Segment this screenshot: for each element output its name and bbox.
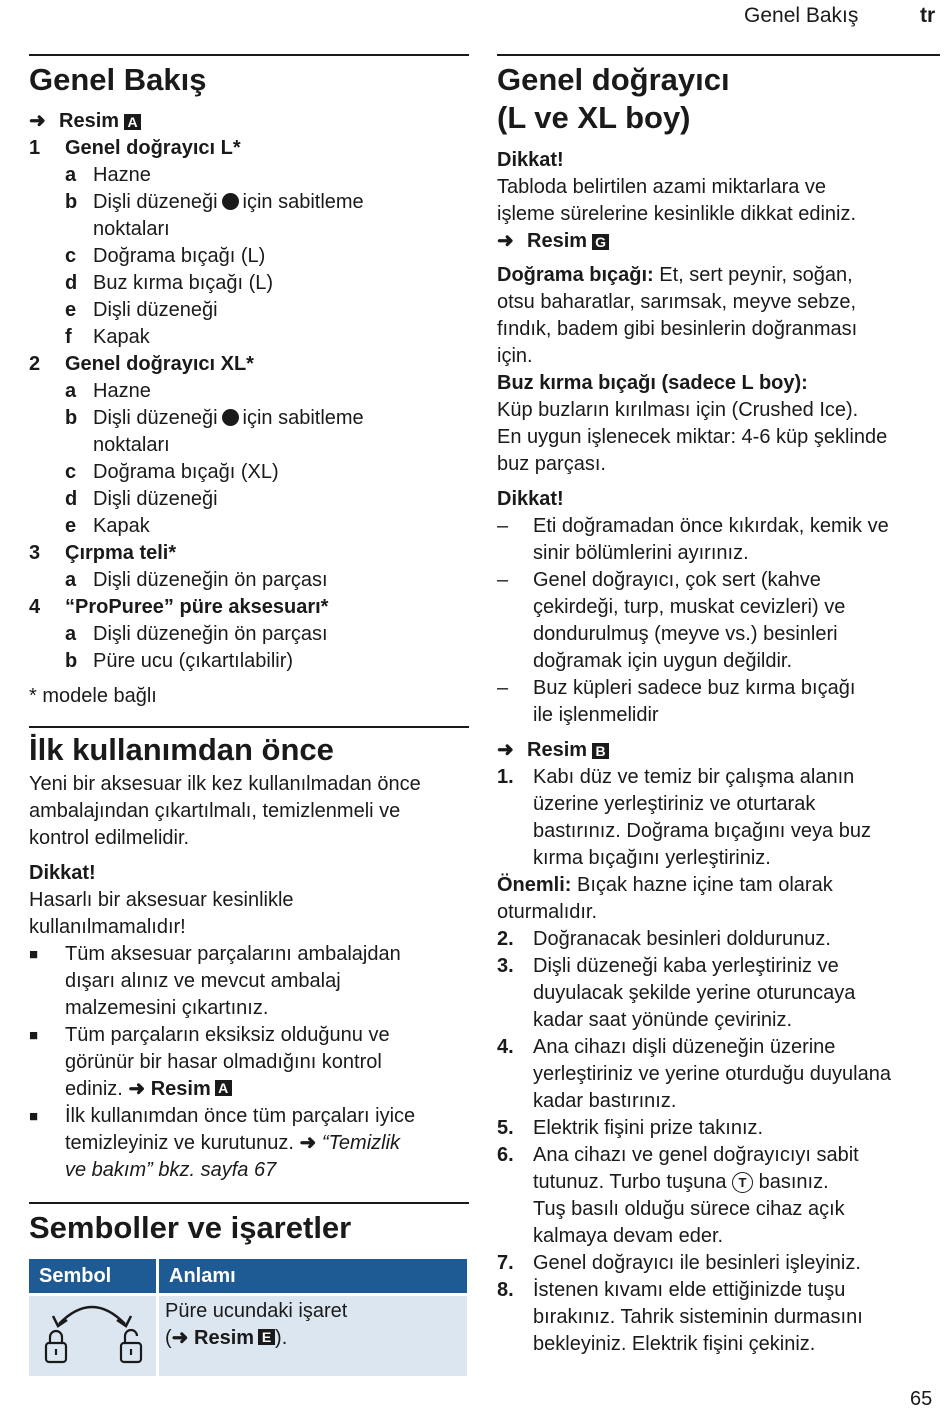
sub-item	[29, 621, 469, 648]
steps-list	[497, 926, 940, 1142]
table-header-row	[29, 1259, 469, 1295]
sub-item-letter: a	[65, 623, 77, 645]
sub-item	[29, 459, 469, 486]
sub-item-text: Dişli düzeneğin ön parçası	[93, 569, 328, 591]
cross-reference: “Temizlik	[321, 1132, 401, 1154]
column-header-meaning: Anlamı	[158, 1259, 469, 1295]
page-number: 65	[910, 1388, 933, 1410]
figure-letter-badge: E	[258, 1329, 275, 1345]
item-number: 4	[29, 596, 41, 618]
step-number: 7.	[497, 1252, 514, 1274]
list-item	[29, 135, 469, 162]
list-item	[497, 953, 940, 1034]
sub-item-text: Dişli düzeneğin ön parçası	[93, 623, 328, 645]
list-item	[497, 1115, 940, 1142]
sub-item-letter: e	[65, 299, 77, 321]
first-use-title: İlk kullanımdan önce	[29, 732, 334, 767]
figure-letter-badge: A	[124, 114, 141, 130]
section-rule	[497, 54, 940, 56]
arrow-right-icon: ➜	[128, 1078, 146, 1100]
item-number: 1	[29, 137, 41, 159]
item-title: Genel doğrayıcı L*	[65, 137, 241, 159]
section-rule	[29, 1202, 469, 1204]
item-title: Genel doğrayıcı XL*	[65, 353, 254, 375]
list-item: – Buz küpleri sadece buz kırma bıçağı ile işlenmelidir	[497, 677, 856, 726]
sub-item-letter: a	[65, 569, 77, 591]
sub-item	[29, 243, 469, 270]
chopper-title: Genel doğrayıcı	[497, 62, 730, 97]
sub-item	[29, 270, 469, 297]
arrow-right-icon: ➜	[497, 230, 514, 252]
sub-item-letter: d	[65, 488, 78, 510]
caution-text: kullanılmamalıdır!	[29, 916, 186, 938]
symbols-table	[29, 1259, 470, 1376]
footnote: * modele bağlı	[29, 685, 157, 707]
right-column: Genel doğrayıcı (L ve XL boy) Dikkat! Tabloda belirtilen azami miktarlara ve işleme sürelerine kesinlikle dikkat ediniz. ➜ Resim G Doğrama bıçağı: Et, sert peynir, soğan, otsu baharatlar, sarımsak, meyve sebze, fındık, badem gibi besinlerin doğranması için. Buz kırma bıçağı (sadece L boy): Küp buzların kırılması için (Crushed Ice). En uygun işlenecek miktar: 4-6 küp şeklinde buz parçası. Dikkat! – Eti doğramadan önce kıkırdak, kemik ve sinir bölümlerini ayırınız. – Genel doğrayıcı, çok sert (kahve çekirdeği, turp, muskat cevizleri) ve dondurulmuş (meyve vs.) besinleri doğramak için uygun değildir. – Buz küpleri sadece buz kırma bıçağı ile işlenmelidir ➜ Resim B 1. Kabı düz ve temiz bir çalışma alanın üzerine yerleştiriniz ve oturtarak bastırınız. Doğrama bıçağını veya buz kırma bıçağını yerleştiriniz. Önemli: Bıçak hazne içine tam olarak oturmalıdır. 2. Doğranacak besinleri doldurunuz. 3. Dişli düzeneği kaba yerleştiriniz ve duyulacak şekilde yerine oturuncaya kadar saat yönünde çeviriniz. 4. Ana cihazı dişli düzeneğin üzerine yerleştiriniz ve yerine oturduğu duyulana kadar bastırınız. 5. Elektrik fişini prize takınız. 6. Ana cihazı ve genel doğrayıcıyı sabit tutunuz. Turbo tuşuna T basınız. Tuş basılı olduğu sürece cihaz açık kalmaya devam eder. 7. Genel doğrayıcı ile besinleri işleyiniz. 8. İstenen kıvamı elde ettiğinizde tuşu bırakınız. Tahrik sisteminin durmasını bekleyiniz. Elektrik fişini çekiniz.	[497, 54, 940, 1358]
sub-item	[29, 297, 469, 324]
step-text: İstenen kıvamı elde ettiğinizde tuşu bırakınız. Tahrik sisteminin durmasını bekleyiniz. Elektrik fişini çekiniz.	[533, 1279, 863, 1355]
sub-item	[29, 324, 469, 351]
sub-item-letter: c	[65, 461, 77, 483]
sub-item-letter: b	[65, 191, 78, 213]
section-rule	[29, 54, 469, 56]
list-item: – Eti doğramadan önce kıkırdak, kemik ve sinir bölümlerini ayırınız.	[497, 515, 889, 564]
sub-item-letter: b	[65, 650, 78, 672]
list-item: ■ İlk kullanımdan önce tüm parçaları iyice temizleyiniz ve kurutunuz. ➜ “Temizlik ve bakım” bkz. sayfa 67	[29, 1103, 469, 1184]
sub-item-letter: d	[65, 272, 78, 294]
step-number: 8.	[497, 1279, 514, 1301]
figure-letter-badge: G	[592, 234, 609, 250]
steps-list	[497, 1250, 940, 1358]
parts-list	[29, 135, 469, 675]
sub-item-text: Hazne	[93, 380, 151, 402]
filled-circle-icon	[222, 409, 239, 426]
filled-circle-icon	[222, 193, 239, 210]
list-item: – Genel doğrayıcı, çok sert (kahve çekirdeği, turp, muskat cevizleri) ve dondurulmuş (meyve vs.) besinleri doğramak için uygun değildir.	[497, 569, 846, 672]
language-code: tr	[920, 4, 936, 27]
sub-item-text: Dişli düzeneği	[93, 488, 218, 510]
cross-reference: ve bakım” bkz. sayfa 67	[65, 1159, 277, 1181]
ref-label: Resim	[59, 110, 120, 132]
chopper-title-sub: (L ve XL boy)	[497, 100, 691, 135]
list-item	[497, 1250, 940, 1277]
caution-label: Dikkat!	[29, 862, 96, 884]
sub-item-text: Dişli düzeneği	[93, 299, 218, 321]
sub-item-text: Doğrama bıçağı (XL)	[93, 461, 279, 483]
caution-label: Dikkat!	[497, 149, 564, 171]
bullet-square-icon: ■	[29, 1027, 39, 1044]
figure-letter-badge: B	[592, 743, 609, 759]
sub-item	[29, 567, 469, 594]
step-text: Ana cihazı dişli düzeneğin üzerine yerleştiriniz ve yerine oturduğu duyulana kadar bastırınız.	[533, 1036, 891, 1112]
figure-reference: ➜ Resim B	[497, 737, 940, 764]
sub-item-letter: e	[65, 515, 77, 537]
step-text: Dişli düzeneği kaba yerleştiriniz ve duyulacak şekilde yerine oturuncaya kadar saat yönünde çeviriniz.	[533, 955, 856, 1031]
list-item	[497, 764, 940, 872]
list-item: 6. Ana cihazı ve genel doğrayıcıyı sabit tutunuz. Turbo tuşuna T basınız. Tuş basılı olduğu sürece cihaz açık kalmaya devam eder.	[497, 1144, 859, 1247]
sub-item	[29, 189, 469, 243]
sub-item-text: Dişli düzeneği için sabitleme noktaları	[93, 191, 364, 240]
sub-item-text: Kapak	[93, 326, 150, 348]
sub-item	[29, 405, 469, 459]
sub-item-text: Kapak	[93, 515, 150, 537]
column-header-symbol: Sembol	[29, 1259, 158, 1295]
step-number: 2.	[497, 928, 514, 950]
sub-item-text: Buz kırma bıçağı (L)	[93, 272, 274, 294]
list-item	[29, 351, 469, 378]
list-item: ■ Tüm aksesuar parçalarını ambalajdan dışarı alınız ve mevcut ambalaj malzemesini çıkartınız.	[29, 941, 469, 1022]
sub-item-text: Püre ucu (çıkartılabilir)	[93, 650, 294, 672]
sub-item-letter: b	[65, 407, 78, 429]
item-number: 2	[29, 353, 41, 375]
arrow-right-icon: ➜	[299, 1132, 317, 1154]
sub-item-text: Doğrama bıçağı (L)	[93, 245, 266, 267]
figure-reference: ➜ Resim A	[128, 1078, 231, 1100]
arrow-right-icon: ➜	[29, 110, 46, 132]
first-use-intro: Yeni bir aksesuar ilk kez kullanılmadan önce ambalajından çıkartılmalı, temizlenmeli ve kontrol edilmelidir.	[29, 773, 421, 849]
arrow-right-icon: ➜	[497, 739, 514, 761]
left-column	[29, 54, 469, 1376]
running-header-title: Genel Bakış	[744, 4, 859, 27]
sub-item	[29, 162, 469, 189]
sub-item	[29, 486, 469, 513]
turbo-button-icon: T	[732, 1172, 753, 1193]
step-text: Genel doğrayıcı ile besinleri işleyiniz.	[533, 1252, 861, 1274]
overview-title: Genel Bakış	[29, 62, 207, 97]
item-number: 3	[29, 542, 41, 564]
list-item	[497, 926, 940, 953]
caution-label: Dikkat!	[497, 488, 564, 510]
sub-item	[29, 513, 469, 540]
item-title: Çırpma teli*	[65, 542, 177, 564]
list-item	[29, 594, 469, 621]
sub-item	[29, 648, 469, 675]
arrow-right-icon: ➜	[171, 1327, 189, 1349]
bullet-square-icon: ■	[29, 946, 39, 963]
list-item	[29, 540, 469, 567]
caution-text: Hasarlı bir aksesuar kesinlikle	[29, 889, 294, 911]
step-text: Kabı düz ve temiz bir çalışma alanın üzerine yerleştiriniz ve oturtarak bastırınız. Doğrama bıçağını veya buz kırma bıçağını yerleştiriniz.	[533, 766, 871, 869]
steps-list	[497, 764, 940, 872]
step-number: 1.	[497, 766, 514, 788]
sub-item-letter: a	[65, 380, 77, 402]
sub-item-letter: c	[65, 245, 77, 267]
list-item	[497, 1277, 940, 1358]
figure-reference: ➜ Resim G	[497, 228, 940, 255]
lock-unlock-rotation-icon	[29, 1296, 156, 1368]
bullet-list	[29, 941, 469, 1184]
chopping-blade-description: Doğrama bıçağı: Et, sert peynir, soğan, otsu baharatlar, sarımsak, meyve sebze, fındık, badem gibi besinlerin doğranması için.	[497, 264, 858, 367]
meaning-cell: Püre ucundaki işaret (➜ Resim E ).	[158, 1295, 469, 1377]
section-rule	[29, 726, 469, 728]
figure-letter-badge: A	[215, 1080, 232, 1096]
step-number: 3.	[497, 955, 514, 977]
table-row	[29, 1295, 469, 1377]
bullet-square-icon: ■	[29, 1108, 39, 1125]
step-number: 5.	[497, 1117, 514, 1139]
ice-blade-description: Buz kırma bıçağı (sadece L boy): Küp buzların kırılması için (Crushed Ice). En uygun işlenecek miktar: 4-6 küp şeklinde buz parçası.	[497, 372, 888, 475]
sub-item-text: Dişli düzeneği için sabitleme noktaları	[93, 407, 364, 456]
step-number: 4.	[497, 1036, 514, 1058]
sub-item-text: Hazne	[93, 164, 151, 186]
list-item	[497, 1034, 940, 1115]
sub-item-letter: a	[65, 164, 77, 186]
figure-reference	[29, 108, 469, 135]
sub-item-letter: f	[65, 326, 72, 348]
item-title: “ProPuree” püre aksesuarı*	[65, 596, 329, 618]
symbols-title: Semboller ve işaretler	[29, 1210, 352, 1245]
step-text: Doğranacak besinleri doldurunuz.	[533, 928, 831, 950]
note-label: Önemli:	[497, 874, 572, 896]
step-text: Elektrik fişini prize takınız.	[533, 1117, 764, 1139]
symbol-cell	[29, 1295, 158, 1377]
list-item: ■ Tüm parçaların eksiksiz olduğunu ve görünür bir hasar olmadığını kontrol ediniz. ➜ Resim A	[29, 1022, 469, 1103]
dash-list	[497, 513, 940, 729]
sub-item	[29, 378, 469, 405]
